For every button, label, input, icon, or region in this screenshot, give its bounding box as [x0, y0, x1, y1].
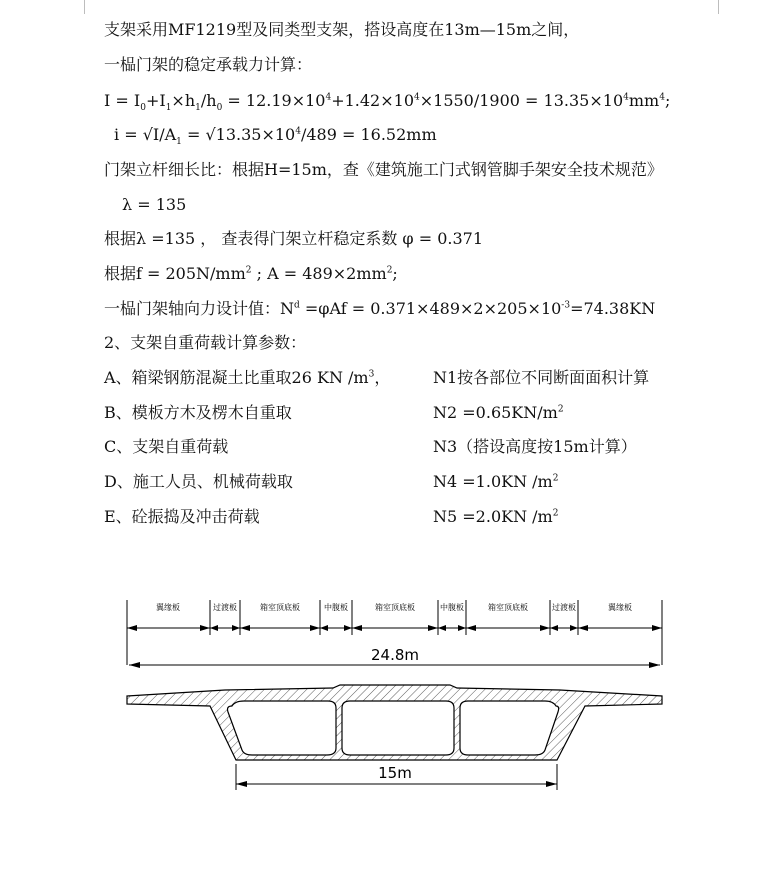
text-line-2: 一榀门架的稳定承载力计算： [104, 55, 313, 74]
text-line-1: 支架采用MF1219型及同类型支架，搭设高度在13m—15m之间， [104, 20, 580, 39]
formula-lambda: λ = 135 [122, 195, 187, 214]
formula-moment-of-inertia: $I = I_0+I_1\times h_1/h_0 = 12.19\times 10^4+1.42\times 10^4\times 1550/1900 = 13.35\times 10^4mm^4$; [104, 91, 671, 114]
load-row-e: E、砼振捣及冲击荷载 N5 =2.0KN $/m^2$ [104, 507, 559, 526]
total-width-label: 24.8m [370, 646, 420, 664]
load-row-d: D、施工人员、机械荷载取 N4 =1.0KN $/m^2$ [104, 472, 559, 491]
segment-label-4: 中腹板 [324, 603, 348, 612]
bottom-width-label: 15m [378, 764, 412, 782]
load-row-c: C、支架自重荷载 N3（搭设高度按15m计算） [104, 437, 637, 456]
box-girder-cross-section-drawing [0, 580, 784, 800]
section-heading-self-weight: 2、支架自重荷载计算参数： [104, 333, 307, 352]
formula-radius-of-gyration: $i = √I/A_1 = √13.35\times 10^4/489 = 16.52mm$ [114, 125, 437, 148]
segment-label-6: 中腹板 [440, 603, 464, 612]
load-row-b: B、模板方木及楞木自重取 $N2 =0.65KN/m^2$ [104, 403, 564, 422]
segment-label-2: 过渡板 [213, 603, 237, 612]
page-corner-mark-right [718, 0, 733, 14]
segment-label-8: 过渡板 [552, 603, 576, 612]
formula-strength-area: 根据$f = 205N/mm^2$ ; $A = 489\times 2mm^2$; [104, 264, 398, 283]
box-girder-outline [127, 685, 662, 760]
load-row-a: A、箱梁钢筋混凝土比重取26 KN $/m^3$， N1按各部位不同断面面积计算 [104, 368, 650, 387]
page-corner-mark-left [70, 0, 85, 14]
text-line-stability-coefficient: 根据λ =135 ， 查表得门架立杆稳定系数 φ = 0.371 [104, 229, 484, 248]
segment-label-9: 翼缘板 [608, 603, 632, 612]
segment-label-5: 箱室顶底板 [375, 603, 415, 612]
text-line-slenderness: 门架立杆细长比：根据H=15m，查《建筑施工门式钢管脚手架安全技术规范》 [104, 160, 663, 179]
segment-label-1: 翼缘板 [156, 603, 180, 612]
formula-axial-force: 一榀门架轴向力设计值：$N^d =\varphi Af = 0.371\times 489\times 2\times 205\times 10^{-3}=74.38KN$ [104, 299, 656, 318]
segment-label-3: 箱室顶底板 [260, 603, 300, 612]
segment-label-7: 箱室顶底板 [488, 603, 528, 612]
